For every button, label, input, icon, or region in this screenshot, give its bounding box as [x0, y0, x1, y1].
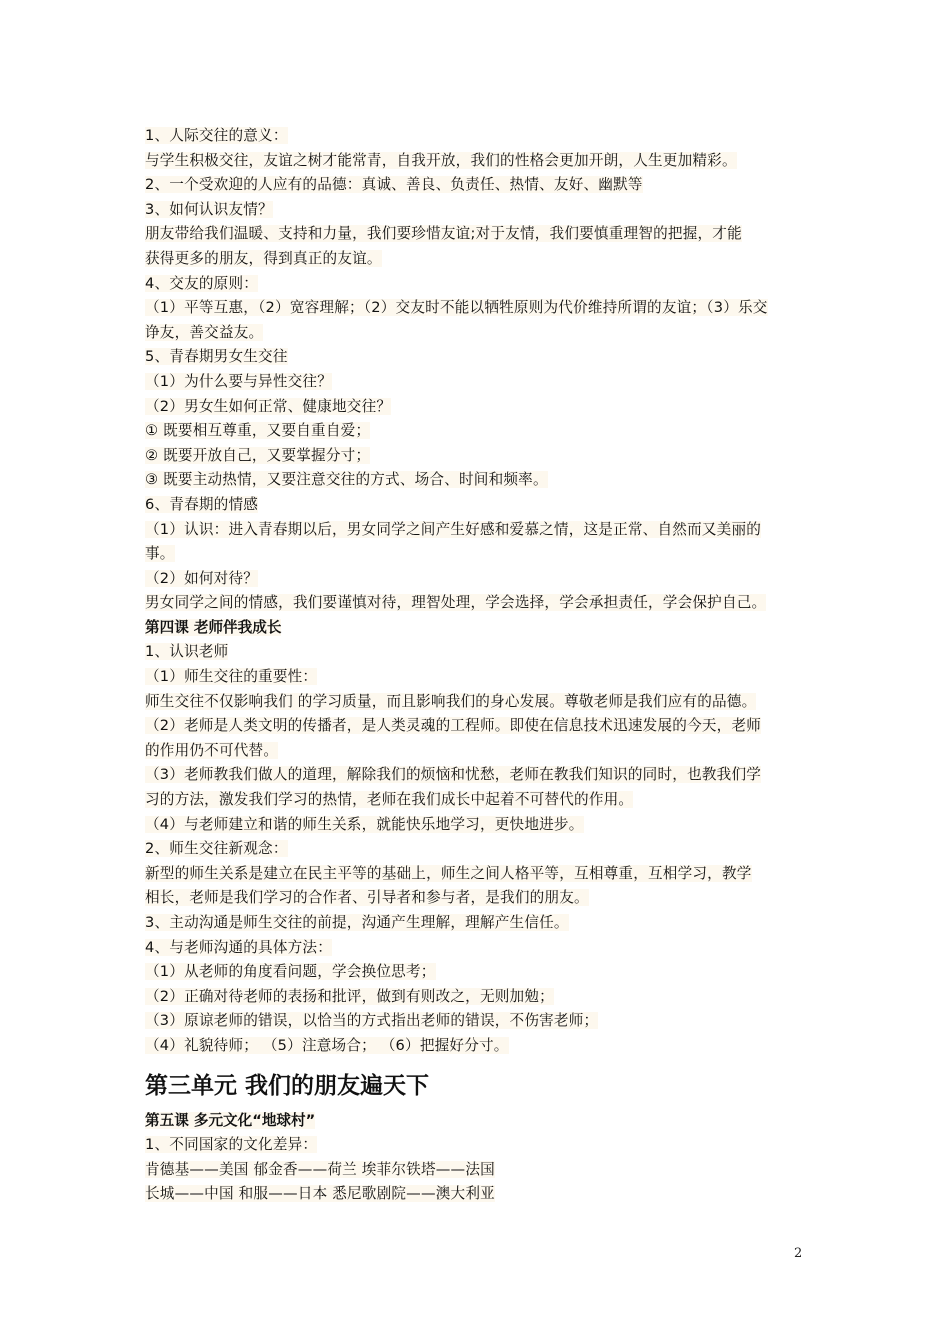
- text-line: 3、主动沟通是师生交往的前提，沟通产生理解，理解产生信任。: [145, 914, 569, 931]
- text-line: 相长，老师是我们学习的合作者、引导者和参与者，是我们的朋友。: [145, 889, 589, 907]
- text-line: 3、如何认识友情？: [145, 200, 273, 218]
- text-line: ① 既要相互尊重，又要自重自爱；: [145, 422, 371, 440]
- text-line: （1）认识：进入青春期以后，男女同学之间产生好感和爱慕之情，这是正常、自然而又美丽的: [145, 520, 762, 538]
- text-line: ③ 既要主动热情，又要注意交往的方式、场合、时间和频率。: [145, 471, 548, 489]
- text-line: 朋友带给我们温暖、支持和力量，我们要珍惜友谊;对于友情，我们要慎重理智的把握，才能: [145, 225, 742, 243]
- text-line: 新型的师生关系是建立在民主平等的基础上，师生之间人格平等，互相尊重，互相学习，教学: [145, 864, 752, 882]
- text-line: （2）正确对待老师的表扬和批评，做到有则改之，无则加勉；: [145, 987, 554, 1005]
- text-line: 师生交往不仅影响我们 的学习质量，而且影响我们的身心发展。尊敬老师是我们应有的品德。: [145, 692, 757, 710]
- text-line: 获得更多的朋友，得到真正的友谊。: [145, 249, 382, 267]
- text-line: 事。: [145, 545, 175, 563]
- lesson-5-heading: 第五课 多元文化“地球村”: [145, 1111, 316, 1129]
- text-line: （1）从老师的角度看问题，学会换位思考；: [145, 963, 436, 981]
- text-line: 6、青春期的情感: [145, 495, 259, 513]
- text-line: （4）与老师建立和谐的师生关系，就能快乐地学习，更快地进步。: [145, 815, 584, 833]
- section-friendship: [145, 124, 825, 616]
- page-number: 2: [794, 1246, 803, 1261]
- text-line: ② 既要开放自己，又要掌握分寸；: [145, 446, 371, 464]
- text-line: 肯德基——美国 郁金香——荷兰 埃菲尔铁塔——法国: [145, 1160, 495, 1178]
- text-line: 的作用仍不可代替。: [145, 741, 279, 759]
- text-line: 4、与老师沟通的具体方法：: [145, 938, 333, 956]
- text-line: （1）为什么要与异性交往？: [145, 372, 333, 390]
- text-line: （2）如何对待？: [145, 569, 259, 587]
- text-line: （1）师生交往的重要性：: [145, 668, 318, 686]
- text-line: （2）老师是人类文明的传播者，是人类灵魂的工程师。即使在信息技术迅速发展的今天，老师: [145, 717, 762, 735]
- text-line: 1、认识老师: [145, 643, 229, 661]
- text-line: 与学生积极交往，友谊之树才能常青，自我开放，我们的性格会更加开朗，人生更加精彩。: [145, 151, 737, 169]
- text-line: （3）老师教我们做人的道理，解除我们的烦恼和忧愁，老师在教我们知识的同时，也教我们学: [145, 766, 762, 784]
- section-teachers: [145, 640, 825, 1058]
- text-line: （2）男女生如何正常、健康地交往？: [145, 397, 392, 415]
- text-line: 男女同学之间的情感，我们要谨慎对待，理智处理，学会选择，学会承担责任，学会保护自己。: [145, 594, 767, 612]
- section-culture: [145, 1133, 825, 1207]
- text-line: 1、人际交往的意义：: [145, 127, 288, 144]
- lesson-4-heading: 第四课 老师伴我成长: [145, 618, 282, 636]
- text-line: （3）原谅老师的错误，以恰当的方式指出老师的错误，不伤害老师；: [145, 1012, 599, 1030]
- text-line: 1、不同国家的文化差异：: [145, 1136, 318, 1154]
- text-line: 4、交友的原则：: [145, 274, 259, 292]
- text-line: 长城——中国 和服——日本 悉尼歌剧院——澳大利亚: [145, 1185, 495, 1203]
- text-line: 2、师生交往新观念：: [145, 840, 288, 858]
- document-body: [145, 124, 825, 1207]
- text-line: 2、一个受欢迎的人应有的品德：真诚、善良、负责任、热情、友好、幽默等: [145, 176, 643, 194]
- text-line: （4）礼貌待师； （5）注意场合； （6）把握好分寸。: [145, 1036, 509, 1054]
- unit-3-heading: 第三单元 我们的朋友遍天下: [145, 1072, 430, 1099]
- text-line: 5、青春期男女生交往: [145, 348, 288, 366]
- text-line: 诤友，善交益友。: [145, 323, 264, 341]
- text-line: （1）平等互惠，（2）宽容理解；（2）交友时不能以牺牲原则为代价维持所谓的友谊；（3）乐交: [145, 299, 768, 317]
- text-line: 习的方法，激发我们学习的热情，老师在我们成长中起着不可替代的作用。: [145, 791, 634, 809]
